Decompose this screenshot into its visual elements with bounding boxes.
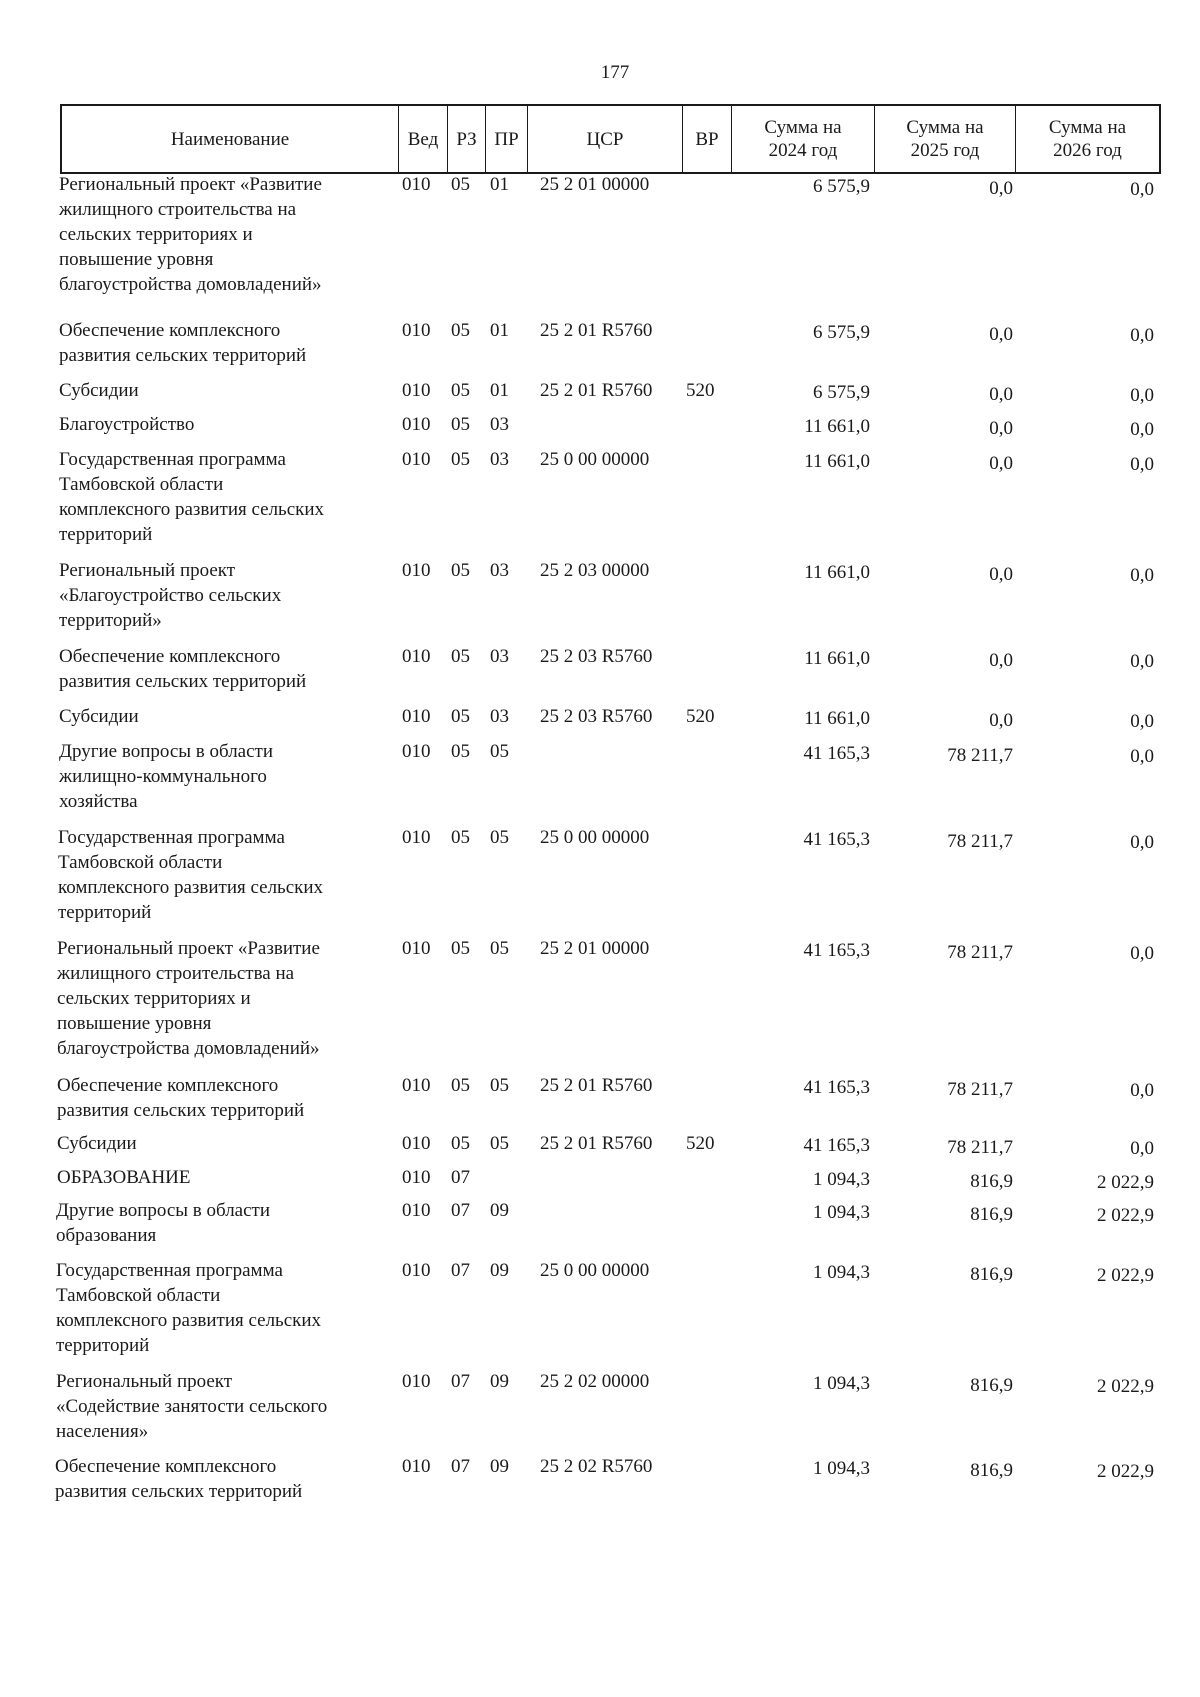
row-sum-2026: 2 022,9 [1097, 1265, 1154, 1286]
row-name: Обеспечение комплексного развития сельских территорий [59, 646, 307, 692]
row-name: Региональный проект «Развитие жилищного строительства на сельских территориях и повышение уровня благоустройства домовладений» [57, 938, 320, 1059]
row-pr: 01 [490, 320, 509, 341]
row-ved: 010 [402, 320, 431, 341]
row-name: Благоустройство [59, 414, 195, 435]
row-sum-2024: 1 094,3 [813, 1458, 870, 1479]
row-pr: 01 [490, 380, 509, 401]
row-sum-2026: 0,0 [1130, 832, 1154, 853]
row-name: ОБРАЗОВАНИЕ [57, 1167, 191, 1188]
row-rz: 07 [451, 1167, 470, 1188]
row-csr: 25 2 01 R5760 [540, 1133, 653, 1154]
row-sum-2025: 816,9 [970, 1171, 1013, 1192]
row-ved: 010 [402, 706, 431, 727]
row-name: Государственная программа Тамбовской области комплексного развития сельских территорий [56, 1260, 322, 1356]
row-sum-2025: 78 211,7 [947, 1079, 1013, 1100]
row-pr: 03 [490, 560, 509, 581]
header-sum-2026: Сумма на 2026 год [1048, 117, 1127, 161]
header-csr: ЦСР [528, 106, 683, 172]
row-rz: 05 [451, 938, 470, 959]
row-sum-2025: 0,0 [989, 650, 1013, 671]
row-ved: 010 [402, 1200, 431, 1221]
row-rz: 05 [451, 320, 470, 341]
row-sum-2026: 2 022,9 [1097, 1376, 1154, 1397]
row-sum-2026: 2 022,9 [1097, 1172, 1154, 1193]
row-sum-2025: 0,0 [989, 324, 1013, 345]
row-sum-2026: 2 022,9 [1097, 1461, 1154, 1482]
row-sum-2024: 6 575,9 [813, 382, 870, 403]
row-ved: 010 [402, 380, 431, 401]
header-sum-2025: Сумма на 2025 год [875, 106, 1016, 172]
row-rz: 05 [451, 174, 470, 195]
row-pr: 05 [490, 938, 509, 959]
row-pr: 05 [490, 1133, 509, 1154]
row-pr: 09 [490, 1456, 509, 1477]
row-sum-2025: 0,0 [989, 384, 1013, 405]
header-ved: Вед [399, 106, 448, 172]
row-name: Государственная программа Тамбовской области комплексного развития сельских территорий [58, 827, 324, 923]
header-pr: ПР [486, 106, 528, 172]
row-rz: 07 [451, 1456, 470, 1477]
row-pr: 05 [490, 827, 509, 848]
row-pr: 03 [490, 646, 509, 667]
row-csr: 25 2 01 00000 [540, 938, 650, 959]
row-csr: 25 2 02 R5760 [540, 1456, 653, 1477]
row-sum-2026: 0,0 [1130, 1138, 1154, 1159]
row-pr: 03 [490, 449, 509, 470]
row-sum-2025: 78 211,7 [947, 831, 1013, 852]
row-name: Обеспечение комплексного развития сельских территорий [57, 1075, 305, 1121]
row-sum-2025: 78 211,7 [947, 1137, 1013, 1158]
row-sum-2024: 41 165,3 [803, 829, 870, 850]
row-ved: 010 [402, 1371, 431, 1392]
row-sum-2025: 78 211,7 [947, 745, 1013, 766]
row-ved: 010 [402, 1260, 431, 1281]
row-ved: 010 [402, 938, 431, 959]
row-sum-2026: 0,0 [1130, 746, 1154, 767]
row-sum-2024: 41 165,3 [803, 743, 870, 764]
row-sum-2025: 816,9 [970, 1204, 1013, 1225]
row-ved: 010 [402, 414, 431, 435]
row-sum-2024: 41 165,3 [803, 940, 870, 961]
row-rz: 05 [451, 414, 470, 435]
row-sum-2024: 11 661,0 [804, 416, 870, 437]
row-ved: 010 [402, 1167, 431, 1188]
row-sum-2026: 0,0 [1130, 711, 1154, 732]
row-rz: 05 [451, 741, 470, 762]
row-sum-2024: 1 094,3 [813, 1373, 870, 1394]
row-sum-2025: 0,0 [989, 710, 1013, 731]
row-sum-2026: 0,0 [1130, 179, 1154, 200]
row-sum-2025: 0,0 [989, 178, 1013, 199]
row-name: Государственная программа Тамбовской области комплексного развития сельских территорий [59, 449, 325, 545]
row-ved: 010 [402, 174, 431, 195]
row-rz: 05 [451, 449, 470, 470]
row-csr: 25 2 01 R5760 [540, 320, 653, 341]
row-name: Субсидии [59, 380, 139, 401]
row-rz: 07 [451, 1200, 470, 1221]
row-sum-2025: 78 211,7 [947, 942, 1013, 963]
row-sum-2026: 0,0 [1130, 454, 1154, 475]
row-name: Обеспечение комплексного развития сельских территорий [55, 1456, 303, 1502]
row-sum-2026: 0,0 [1130, 419, 1154, 440]
row-name: Региональный проект «Благоустройство сельских территорий» [59, 560, 282, 631]
header-sum-2024: Сумма на 2024 год [732, 106, 875, 172]
row-sum-2026: 0,0 [1130, 943, 1154, 964]
row-sum-2026: 2 022,9 [1097, 1205, 1154, 1226]
row-csr: 25 0 00 00000 [540, 449, 650, 470]
row-sum-2024: 11 661,0 [804, 708, 870, 729]
row-sum-2026: 0,0 [1130, 565, 1154, 586]
row-sum-2024: 11 661,0 [804, 562, 870, 583]
row-pr: 05 [490, 741, 509, 762]
row-pr: 05 [490, 1075, 509, 1096]
row-sum-2024: 1 094,3 [813, 1262, 870, 1283]
header-vr: ВР [683, 106, 732, 172]
row-rz: 05 [451, 1133, 470, 1154]
row-sum-2024: 1 094,3 [813, 1202, 870, 1223]
row-csr: 25 2 01 R5760 [540, 380, 653, 401]
row-csr: 25 2 03 00000 [540, 560, 650, 581]
row-pr: 03 [490, 414, 509, 435]
row-csr: 25 2 02 00000 [540, 1371, 650, 1392]
row-sum-2025: 816,9 [970, 1375, 1013, 1396]
row-sum-2024: 1 094,3 [813, 1169, 870, 1190]
row-vr: 520 [686, 380, 715, 401]
row-rz: 05 [451, 706, 470, 727]
row-sum-2025: 0,0 [989, 418, 1013, 439]
row-rz: 05 [451, 1075, 470, 1096]
row-rz: 05 [451, 380, 470, 401]
row-sum-2026: 0,0 [1130, 651, 1154, 672]
row-ved: 010 [402, 449, 431, 470]
header-rz: РЗ [448, 106, 486, 172]
row-pr: 09 [490, 1260, 509, 1281]
row-name: Субсидии [59, 706, 139, 727]
row-ved: 010 [402, 1456, 431, 1477]
row-sum-2025: 816,9 [970, 1264, 1013, 1285]
row-rz: 07 [451, 1371, 470, 1392]
row-rz: 05 [451, 646, 470, 667]
row-sum-2024: 11 661,0 [804, 648, 870, 669]
row-sum-2026: 0,0 [1130, 1080, 1154, 1101]
row-rz: 07 [451, 1260, 470, 1281]
row-csr: 25 0 00 00000 [540, 827, 650, 848]
row-rz: 05 [451, 560, 470, 581]
row-ved: 010 [402, 1075, 431, 1096]
page-number: 177 [600, 62, 630, 83]
row-ved: 010 [402, 560, 431, 581]
row-ved: 010 [402, 646, 431, 667]
row-sum-2025: 0,0 [989, 564, 1013, 585]
row-sum-2026: 0,0 [1130, 385, 1154, 406]
row-csr: 25 2 01 00000 [540, 174, 650, 195]
row-ved: 010 [402, 741, 431, 762]
row-ved: 010 [402, 1133, 431, 1154]
row-sum-2024: 41 165,3 [803, 1077, 870, 1098]
row-name: Региональный проект «Содействие занятости сельского населения» [56, 1371, 328, 1442]
row-name: Другие вопросы в области жилищно-коммунального хозяйства [59, 741, 274, 812]
row-vr: 520 [686, 706, 715, 727]
row-ved: 010 [402, 827, 431, 848]
row-pr: 09 [490, 1200, 509, 1221]
row-sum-2026: 0,0 [1130, 325, 1154, 346]
row-name: Региональный проект «Развитие жилищного строительства на сельских территориях и повышение уровня благоустройства домовладений» [59, 174, 322, 295]
row-pr: 01 [490, 174, 509, 195]
row-sum-2024: 6 575,9 [813, 322, 870, 343]
row-sum-2025: 816,9 [970, 1460, 1013, 1481]
row-sum-2024: 41 165,3 [803, 1135, 870, 1156]
row-sum-2024: 6 575,9 [813, 176, 870, 197]
row-pr: 09 [490, 1371, 509, 1392]
row-rz: 05 [451, 827, 470, 848]
row-name: Обеспечение комплексного развития сельских территорий [59, 320, 307, 366]
row-csr: 25 2 01 R5760 [540, 1075, 653, 1096]
row-csr: 25 2 03 R5760 [540, 646, 653, 667]
row-sum-2025: 0,0 [989, 453, 1013, 474]
row-csr: 25 0 00 00000 [540, 1260, 650, 1281]
row-sum-2024: 11 661,0 [804, 451, 870, 472]
row-pr: 03 [490, 706, 509, 727]
header-name: Наименование [62, 106, 399, 172]
row-vr: 520 [686, 1133, 715, 1154]
row-name: Субсидии [57, 1133, 137, 1154]
row-name: Другие вопросы в области образования [56, 1200, 271, 1246]
row-csr: 25 2 03 R5760 [540, 706, 653, 727]
